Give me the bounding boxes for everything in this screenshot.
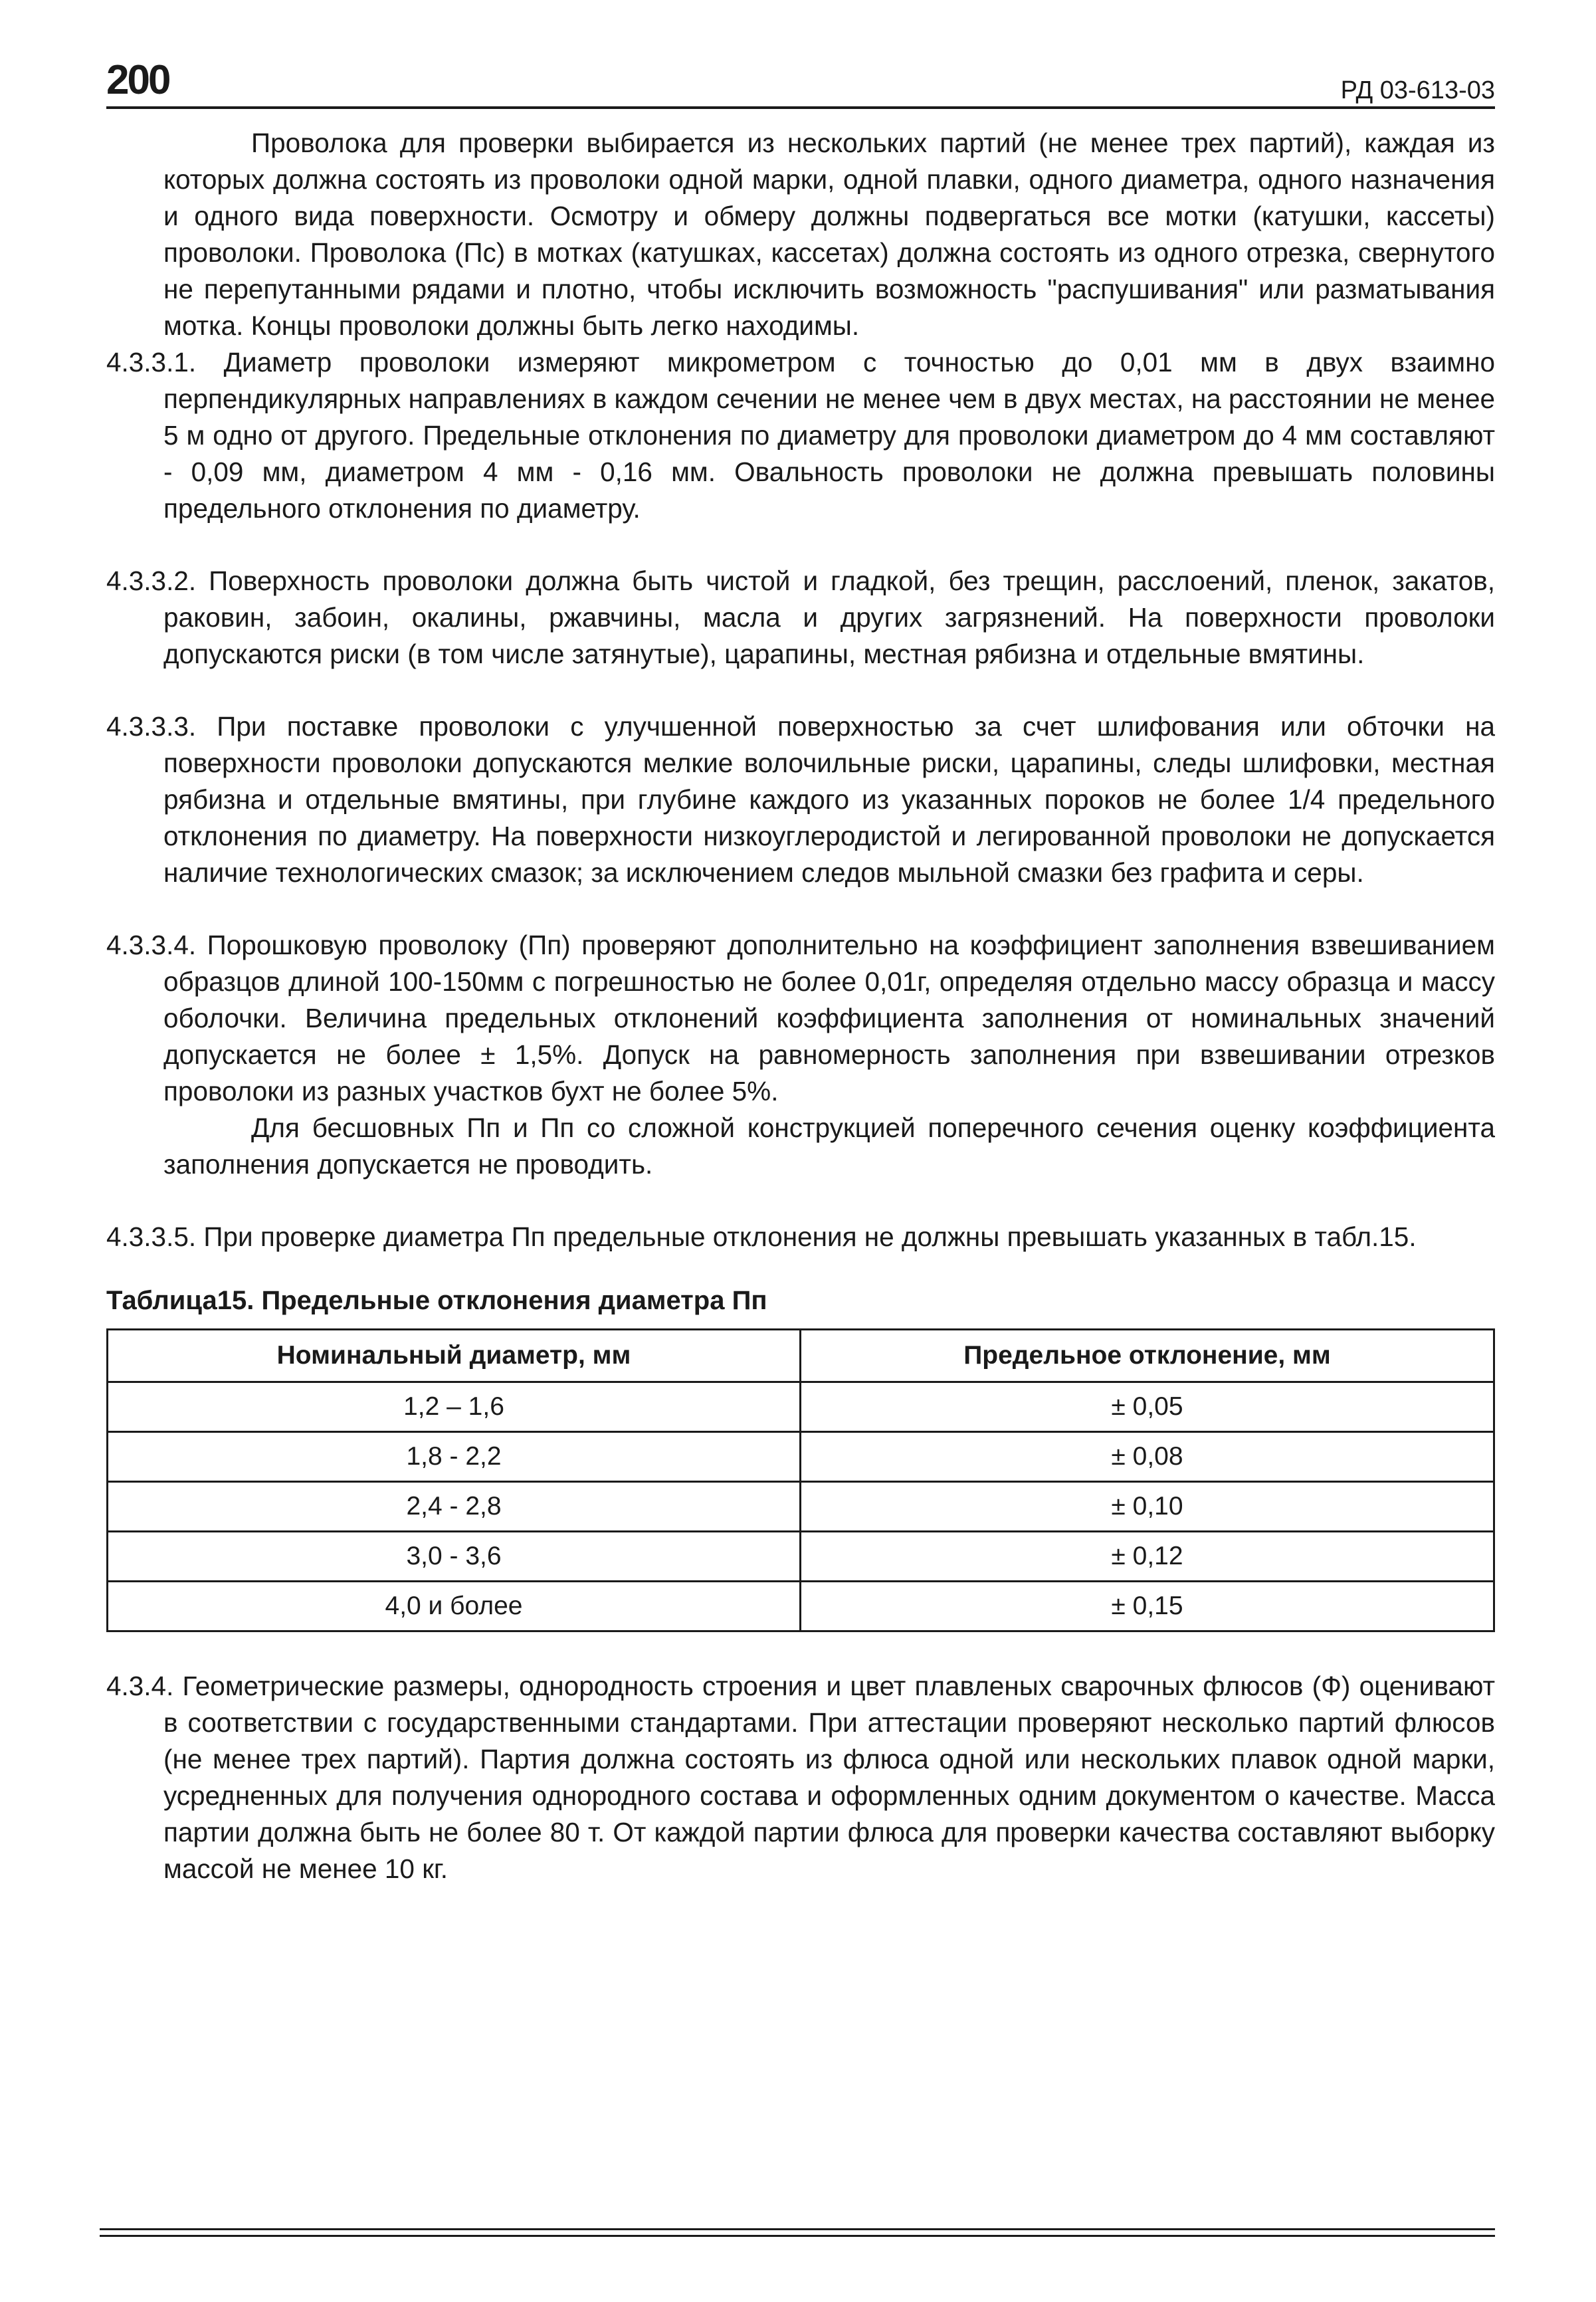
table-cell-nominal: 1,8 - 2,2 [108,1432,801,1482]
page-number: 200 [106,57,169,103]
table-header-deviation: Предельное отклонение, мм [801,1330,1494,1382]
final-section-block [106,1668,1495,1887]
table-row [108,1382,1494,1432]
footer-double-rule [100,2228,1495,2237]
footer-rule-line [100,2228,1495,2230]
spacer [106,891,1495,927]
spacer [106,1183,1495,1219]
section-text: Порошковую проволоку (Пп) проверяют дополнительно на коэффициент заполнения взвешиванием образцов длиной 100-150мм с погрешностью не более 0,01г, определяя отдельно массу образца и массу оболочки. Величина предельных отклонений коэффициента заполнения от номинальных значений допускается не более ± 1,5%. Допуск на равномерность заполнения при взвешивании отрезков проволоки из разных участков бухт не более 5%. [163,930,1495,1106]
section-4-3-3-1 [106,344,1495,527]
table-cell-deviation: ± 0,08 [801,1432,1494,1482]
section-number: 4.3.3.4. [106,930,197,960]
section-text: При проверке диаметра Пп предельные отклонения не должны превышать указанных в табл.15. [203,1221,1417,1252]
section-number: 4.3.3.1. [106,347,197,377]
table-cell-deviation: ± 0,10 [801,1482,1494,1532]
section-4-3-3-4 [106,927,1495,1110]
section-text: При поставке проволоки с улучшенной поверхностью за счет шлифования или обточки на поверхности проволоки допускаются мелкие волочильные риски, царапины, следы шлифовки, местная рябизна и отдельные вмятины, при глубине каждого из указанных пороков не более 1/4 предельного отклонения по диаметру. На поверхности низкоуглеродистой и легированной проволоки не допускается наличие технологических смазок; за исключением следов мыльной смазки без графита и серы. [163,711,1495,888]
section-4-3-4 [106,1668,1495,1887]
document-page [106,57,1495,1887]
section-4-3-3-3 [106,708,1495,891]
section-4-3-3-2 [106,563,1495,673]
table-cell-deviation: ± 0,05 [801,1382,1494,1432]
section-text: Геометрические размеры, однородность строения и цвет плавленых сварочных флюсов (Ф) оценивают в соответствии с государственными стандартами. При аттестации проверяют несколько партий флюсов (не менее трех партий). Партия должна состоять из флюса одной или нескольких плавок одной марки, усредненных для получения однородного состава и оформленных одним документом о качестве. Масса партии должна быть не более 80 т. От каждой партии флюса для проверки качества составляют выборку массой не менее 10 кг. [163,1671,1495,1884]
table-row [108,1482,1494,1532]
section-4-3-3-5 [106,1219,1495,1255]
table-header-nominal: Номинальный диаметр, мм [108,1330,801,1382]
table-cell-deviation: ± 0,15 [801,1582,1494,1631]
spacer [106,527,1495,563]
table-cell-deviation: ± 0,12 [801,1532,1494,1582]
table-cell-nominal: 3,0 - 3,6 [108,1532,801,1582]
table-caption: Таблица15. Предельные отклонения диаметра Пп [106,1286,767,1315]
section-text: Диаметр проволоки измеряют микрометром с точностью до 0,01 мм в двух взаимно перпендикулярных направлениях в каждом сечении не менее чем в двух местах, на расстоянии не менее 5 м одно от другого. Предельные отклонения по диаметру для проволоки диаметром до 4 мм составляют - 0,09 мм, диаметром 4 мм - 0,16 мм. Овальность проволоки не должна превышать половины предельного отклонения по диаметру. [163,347,1495,524]
section-text: Поверхность проволоки должна быть чистой и гладкой, без трещин, расслоений, пленок, закатов, раковин, забоин, окалины, ржавчины, масла и других загрязнений. На поверхности проволоки допускаются риски (в том числе затянутые), царапины, местная рябизна и отдельные вмятины. [163,566,1495,669]
header-rule [106,106,1495,109]
section-number: 4.3.4. [106,1671,174,1701]
section-number: 4.3.3.5. [106,1221,197,1252]
table-row [108,1432,1494,1482]
document-code: РД 03-613-03 [1340,76,1495,104]
spacer [106,673,1495,708]
page-header [106,57,1495,114]
table-row [108,1532,1494,1582]
section-number: 4.3.3.2. [106,566,197,596]
table-header-row [108,1330,1494,1382]
table-cell-nominal: 2,4 - 2,8 [108,1482,801,1532]
deviation-table [106,1328,1495,1632]
section-4-3-3-4-extra: Для бесшовных Пп и Пп со сложной конструкцией поперечного сечения оценку коэффициента заполнения допускается не проводить. [163,1112,1495,1180]
body-text [106,125,1495,1255]
table-row [108,1582,1494,1631]
table-cell-nominal: 1,2 – 1,6 [108,1382,801,1432]
section-number: 4.3.3.3. [106,711,197,742]
intro-paragraph: Проволока для проверки выбирается из нескольких партий (не менее трех партий), каждая из которых должна состоять из проволоки одной марки, одной плавки, одного диаметра, одного назначения и одного вида поверхности. Осмотру и обмеру должны подвергаться все мотки (катушки, кассеты) проволоки. Проволока (Пс) в мотках (катушках, кассетах) должна состоять из одного отрезка, свернутого не перепутанными рядами и плотно, чтобы исключить возможность "распушивания" или разматывания мотка. Концы проволоки должны быть легко находимы. [163,128,1495,341]
footer-rule-line [100,2235,1495,2237]
table-cell-nominal: 4,0 и более [108,1582,801,1631]
